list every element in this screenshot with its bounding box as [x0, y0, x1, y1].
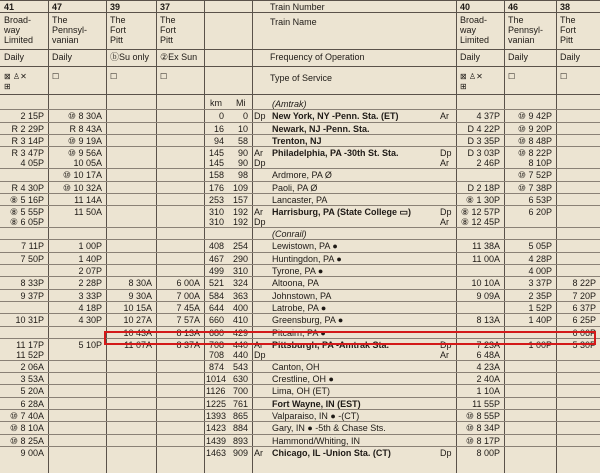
mi-label: Mi	[236, 98, 246, 108]
cell-mi: 324	[232, 278, 248, 289]
cell-km: 1014	[206, 374, 227, 385]
cell-c41: ⑧ 5 55P ⑧ 6 05P	[9, 207, 44, 228]
cell-c46: 6 53P	[528, 194, 552, 205]
cell-c38: 6 06P	[572, 327, 596, 338]
cell-station: Paoli, PA Ø	[272, 182, 318, 193]
cell-dpr: Ar	[440, 111, 449, 122]
cell-c46: ⑩ 8 48P	[517, 135, 552, 146]
train-number: 40	[460, 2, 471, 12]
header-rule	[0, 49, 600, 50]
cell-dpl: Ar	[254, 447, 263, 458]
cell-station: Lewistown, PA ●	[272, 241, 338, 252]
cell-station: Pittsburgh, PA -Amtrak Sta.	[272, 339, 390, 350]
cell-mi: 192 192	[232, 207, 248, 228]
frequency: ⓑSu only	[110, 52, 150, 62]
cell-c39: 10 43A	[123, 327, 152, 338]
cell-c47: 4 30P	[78, 315, 102, 326]
cell-c41: 9 37P	[20, 290, 44, 301]
cell-c40: 9 09A	[476, 290, 500, 301]
train-name-label: Train Name	[270, 17, 317, 27]
cell-station: Fort Wayne, IN (EST)	[272, 398, 361, 409]
cell-station: Trenton, NJ	[272, 135, 322, 146]
row-rule	[0, 301, 600, 302]
cell-station: Latrobe, PA ●	[272, 302, 327, 313]
cell-c41: 6 28A	[20, 398, 44, 409]
cell-mi: 254	[232, 241, 248, 252]
frequency: Daily	[508, 52, 529, 62]
cell-c38: 8 22P	[572, 278, 596, 289]
service-type-icon: ☐	[160, 72, 168, 81]
cell-km: 584	[208, 290, 224, 301]
cell-c38: 7 20P	[572, 290, 596, 301]
cell-mi: 363	[232, 290, 248, 301]
train-number: 46	[508, 2, 519, 12]
cell-c46: ⑩ 8 22P 8 10P	[517, 148, 552, 169]
cell-station: Johnstown, PA	[272, 290, 332, 301]
column-rule	[48, 0, 49, 473]
cell-c39: 9 30A	[128, 290, 152, 301]
cell-c46: 2 35P	[528, 290, 552, 301]
cell-c41: R 3 47P 4 05P	[11, 148, 44, 169]
cell-dpr: Dp Ar	[440, 339, 452, 360]
cell-station: Huntingdon, PA ●	[272, 253, 342, 264]
cell-c40: 11 00A	[472, 253, 500, 264]
cell-c46: ⑩ 9 42P	[517, 111, 552, 122]
cell-c41: 2 06A	[20, 361, 44, 372]
row-rule	[0, 205, 600, 206]
header-rule	[0, 94, 600, 95]
cell-c41: 7 11P	[21, 241, 44, 252]
cell-c37: 7 00A	[176, 290, 200, 301]
cell-c37: 8 13A	[176, 327, 200, 338]
cell-dpl: Ar Dp	[254, 207, 266, 228]
cell-c41: ⑩ 8 25A	[9, 435, 44, 446]
cell-dpr: Dp Ar	[440, 148, 452, 169]
cell-c37: 7 57A	[176, 315, 200, 326]
row-rule	[0, 446, 600, 447]
cell-mi: 90 90	[237, 148, 248, 169]
train-number: 38	[560, 2, 571, 12]
frequency: Daily	[4, 52, 25, 62]
train-name: The Fort Pitt	[160, 15, 177, 45]
column-rule	[504, 0, 505, 473]
cell-c40: 1 10A	[476, 386, 500, 397]
cell-km: 158	[208, 170, 224, 181]
km-label: km	[210, 98, 222, 108]
header-rule	[0, 12, 600, 13]
cell-km: 1463	[206, 447, 227, 458]
column-rule	[456, 0, 457, 473]
service-type-icon: ☐	[560, 72, 568, 81]
cell-c41: ⑧ 5 16P	[9, 194, 44, 205]
row-rule	[0, 372, 600, 373]
cell-c41: R 2 29P	[11, 123, 44, 134]
row-rule	[0, 109, 600, 110]
column-rule	[252, 0, 253, 473]
train-number: 39	[110, 2, 121, 12]
train-name: Broad- way Limited	[4, 15, 34, 45]
cell-c47: 1 00P	[78, 241, 102, 252]
cell-c46: 3 37P	[528, 278, 552, 289]
column-rule	[204, 0, 205, 473]
train-number: 41	[4, 2, 15, 12]
cell-c47: 2 07P	[78, 266, 102, 276]
cell-c47: ⑩ 8 30A	[67, 111, 102, 122]
row-rule	[0, 146, 600, 147]
cell-km: 94	[213, 135, 224, 146]
row-rule	[0, 384, 600, 385]
cell-c46: ⑩ 7 52P	[517, 170, 552, 181]
cell-c47: 2 28P	[78, 278, 102, 289]
cell-mi: 865	[232, 411, 248, 421]
row-rule	[0, 409, 600, 410]
service-type-icon: ⊠ ♙✕ ⊞	[460, 72, 483, 91]
cell-km: 253	[208, 194, 224, 205]
cell-c47: ⑩ 9 19A	[67, 135, 102, 146]
cell-c41: R 4 30P	[11, 182, 44, 193]
cell-c47: ⑩ 10 32A	[62, 182, 102, 193]
cell-c47: R 8 43A	[69, 123, 102, 134]
train-name: The Fort Pitt	[110, 15, 127, 45]
cell-c47: 3 33P	[78, 290, 102, 301]
cell-km: 1423	[206, 423, 227, 434]
cell-c47: 1 40P	[78, 253, 102, 264]
cell-c41: 10 31P	[15, 315, 44, 326]
cell-c38: 6 25P	[572, 315, 596, 326]
cell-c41: 5 20A	[20, 386, 44, 397]
cell-km: 16	[213, 123, 224, 134]
cell-mi: 58	[237, 135, 248, 146]
frequency: ②Ex Sun	[160, 52, 198, 62]
cell-c40: ⑧ 1 30P	[465, 194, 500, 205]
cell-km: 874	[208, 361, 224, 372]
cell-station: Greensburg, PA ●	[272, 315, 344, 326]
cell-c40: 11 55P	[472, 398, 500, 409]
row-rule	[0, 239, 600, 240]
service-label: Type of Service	[270, 73, 333, 83]
train-name: The Pennsyl- vanian	[52, 15, 88, 45]
cell-station: Newark, NJ -Penn. Sta.	[272, 123, 370, 134]
cell-mi: 700	[232, 386, 248, 397]
cell-km: 145 145	[208, 148, 224, 169]
cell-c47: 5 10P	[78, 339, 102, 350]
cell-station: Lancaster, PA	[272, 194, 328, 205]
cell-c41: 9 00A	[20, 447, 44, 458]
train-number-label: Train Number	[270, 2, 325, 12]
cell-km: 310 310	[208, 207, 224, 228]
cell-c40: ⑧ 12 57P ⑧ 12 45P	[460, 207, 500, 228]
cell-c40: 10 10A	[471, 278, 500, 289]
cell-c40: 4 23A	[476, 361, 500, 372]
cell-c38: 5 30P	[572, 339, 596, 350]
cell-dpr: Dp	[440, 447, 452, 458]
train-number: 37	[160, 2, 171, 12]
header-rule	[0, 66, 600, 67]
column-rule	[106, 0, 107, 473]
cell-mi: 429	[232, 327, 248, 338]
cell-c46: ⑩ 9 20P	[517, 123, 552, 134]
cell-c40: D 2 18P	[467, 182, 500, 193]
cell-c46: ⑩ 7 38P	[517, 182, 552, 193]
train-name: Broad- way Limited	[460, 15, 490, 45]
service-type-icon: ☐	[110, 72, 118, 81]
cell-c40: 8 00P	[476, 447, 500, 458]
header-rule	[0, 0, 600, 1]
cell-dpl: Ar Dp	[254, 148, 266, 169]
row-rule	[0, 421, 600, 422]
cell-c40: 4 37P	[476, 111, 500, 122]
row-rule	[0, 134, 600, 135]
cell-mi: 10	[237, 123, 248, 134]
cell-c40: 7 23A 6 48A	[476, 339, 500, 360]
cell-c41: ⑩ 7 40A	[9, 411, 44, 421]
cell-km: 708 708	[208, 339, 224, 360]
cell-mi: 909	[232, 447, 248, 458]
cell-c40: 8 13A	[476, 315, 500, 326]
cell-c46: 5 05P	[528, 241, 552, 252]
train-number: 47	[52, 2, 63, 12]
cell-km: 408	[208, 241, 224, 252]
highlight-pitcairn-row	[104, 331, 596, 345]
cell-station: (Amtrak)	[272, 99, 307, 109]
cell-c37: 8 37A	[176, 339, 200, 350]
frequency-label: Frequency of Operation	[270, 52, 365, 62]
column-rule	[556, 0, 557, 473]
frequency: Daily	[560, 52, 581, 62]
cell-station: Hammond/Whiting, IN	[272, 435, 361, 446]
row-rule	[0, 227, 600, 228]
cell-c38: 6 37P	[572, 302, 596, 313]
cell-km: 521	[208, 278, 224, 289]
cell-mi: 400	[232, 302, 248, 313]
cell-station: Crestline, OH ●	[272, 374, 334, 385]
cell-mi: 310	[232, 266, 248, 276]
cell-c41: 7 50P	[20, 253, 44, 264]
cell-km: 644	[208, 302, 224, 313]
cell-c46: 1 00P	[528, 339, 552, 350]
service-type-icon: ⊠ ♙✕ ⊞	[4, 72, 27, 91]
cell-c46: 4 00P	[528, 266, 552, 276]
cell-c39: 8 30A	[128, 278, 152, 289]
cell-mi: 410	[232, 315, 248, 326]
cell-c46: 1 40P	[528, 315, 552, 326]
cell-station: Gary, IN ● -5th & Chase Sts.	[272, 423, 386, 434]
frequency: Daily	[52, 52, 73, 62]
cell-km: 467	[208, 253, 224, 264]
cell-km: 1126	[206, 386, 226, 397]
cell-c40: ⑩ 8 34P	[465, 423, 500, 434]
cell-mi: 893	[232, 435, 248, 446]
row-rule	[0, 313, 600, 314]
cell-mi: 98	[237, 170, 248, 181]
cell-km: 0	[218, 111, 224, 122]
cell-c47: 4 18P	[78, 302, 102, 313]
cell-dpl: Ar Dp	[254, 339, 266, 360]
cell-c40: 2 40A	[476, 374, 500, 385]
cell-c37: 6 00A	[176, 278, 200, 289]
cell-station: Lima, OH (ET)	[272, 386, 331, 397]
cell-mi: 290	[232, 253, 248, 264]
row-rule	[0, 276, 600, 277]
cell-station: Pitcairn, PA ●	[272, 327, 326, 338]
cell-mi: 884	[232, 423, 248, 434]
cell-c40: D 4 22P	[467, 123, 500, 134]
cell-c46: 4 28P	[528, 253, 552, 264]
cell-mi: 543	[232, 361, 248, 372]
cell-station: (Conrail)	[272, 229, 307, 240]
cell-c39: 10 15A	[123, 302, 152, 313]
cell-station: Valparaiso, IN ● -(CT)	[272, 411, 360, 421]
cell-c40: 11 38A	[472, 241, 500, 252]
cell-mi: 630	[232, 374, 248, 385]
cell-station: Philadelphia, PA -30th St. Sta.	[272, 148, 399, 159]
cell-c37: 7 45A	[176, 302, 200, 313]
row-rule	[0, 264, 600, 265]
cell-mi: 157	[232, 194, 248, 205]
service-type-icon: ☐	[52, 72, 60, 81]
cell-c41: 8 33P	[20, 278, 44, 289]
cell-dpr: Dp Ar	[440, 207, 452, 228]
cell-c41: R 3 14P	[11, 135, 44, 146]
service-type-icon: ☐	[508, 72, 516, 81]
cell-dpl: Dp	[254, 111, 266, 122]
cell-km: 680	[208, 327, 224, 338]
cell-c41: 11 17P 11 52P	[16, 339, 44, 360]
cell-mi: 761	[232, 398, 248, 409]
cell-mi: 0	[242, 111, 248, 122]
cell-c41: 3 53A	[20, 374, 44, 385]
cell-c39: 10 27A	[123, 315, 152, 326]
cell-station: Ardmore, PA Ø	[272, 170, 332, 181]
train-name: The Fort Pitt	[560, 15, 577, 45]
cell-c41: ⑩ 8 10A	[9, 423, 44, 434]
cell-station: Chicago, IL -Union Sta. (CT)	[272, 447, 391, 458]
cell-c41: 2 15P	[20, 111, 44, 122]
cell-c40: D 3 03P 2 46P	[467, 148, 500, 169]
cell-km: 660	[208, 315, 224, 326]
cell-km: 1439	[206, 435, 227, 446]
cell-c40: ⑩ 8 55P	[465, 411, 500, 421]
cell-c47: 11 50A	[74, 207, 102, 218]
train-name: The Pennsyl- vanian	[508, 15, 544, 45]
cell-c47: 11 14A	[74, 194, 102, 205]
cell-mi: 440 440	[232, 339, 248, 360]
cell-km: 176	[208, 182, 224, 193]
cell-km: 499	[208, 266, 224, 276]
frequency: Daily	[460, 52, 481, 62]
cell-station: Harrisburg, PA (State College ▭)	[272, 207, 412, 218]
cell-c47: ⑩ 10 17A	[62, 170, 102, 181]
cell-km: 1225	[206, 398, 227, 409]
cell-station: New York, NY -Penn. Sta. (ET)	[272, 111, 399, 122]
cell-c40: ⑩ 8 17P	[465, 435, 500, 446]
cell-km: 1393	[206, 411, 227, 421]
cell-c39: 11 07A	[124, 339, 152, 350]
column-rule	[156, 0, 157, 473]
cell-station: Altoona, PA	[272, 278, 319, 289]
cell-station: Canton, OH	[272, 361, 320, 372]
cell-c40: D 3 35P	[467, 135, 500, 146]
cell-c46: 6 20P	[528, 207, 552, 218]
cell-c46: 1 52P	[528, 302, 552, 313]
cell-station: Tyrone, PA ●	[272, 266, 324, 276]
cell-mi: 109	[232, 182, 248, 193]
cell-c47: ⑩ 9 56A 10 05A	[67, 148, 102, 169]
